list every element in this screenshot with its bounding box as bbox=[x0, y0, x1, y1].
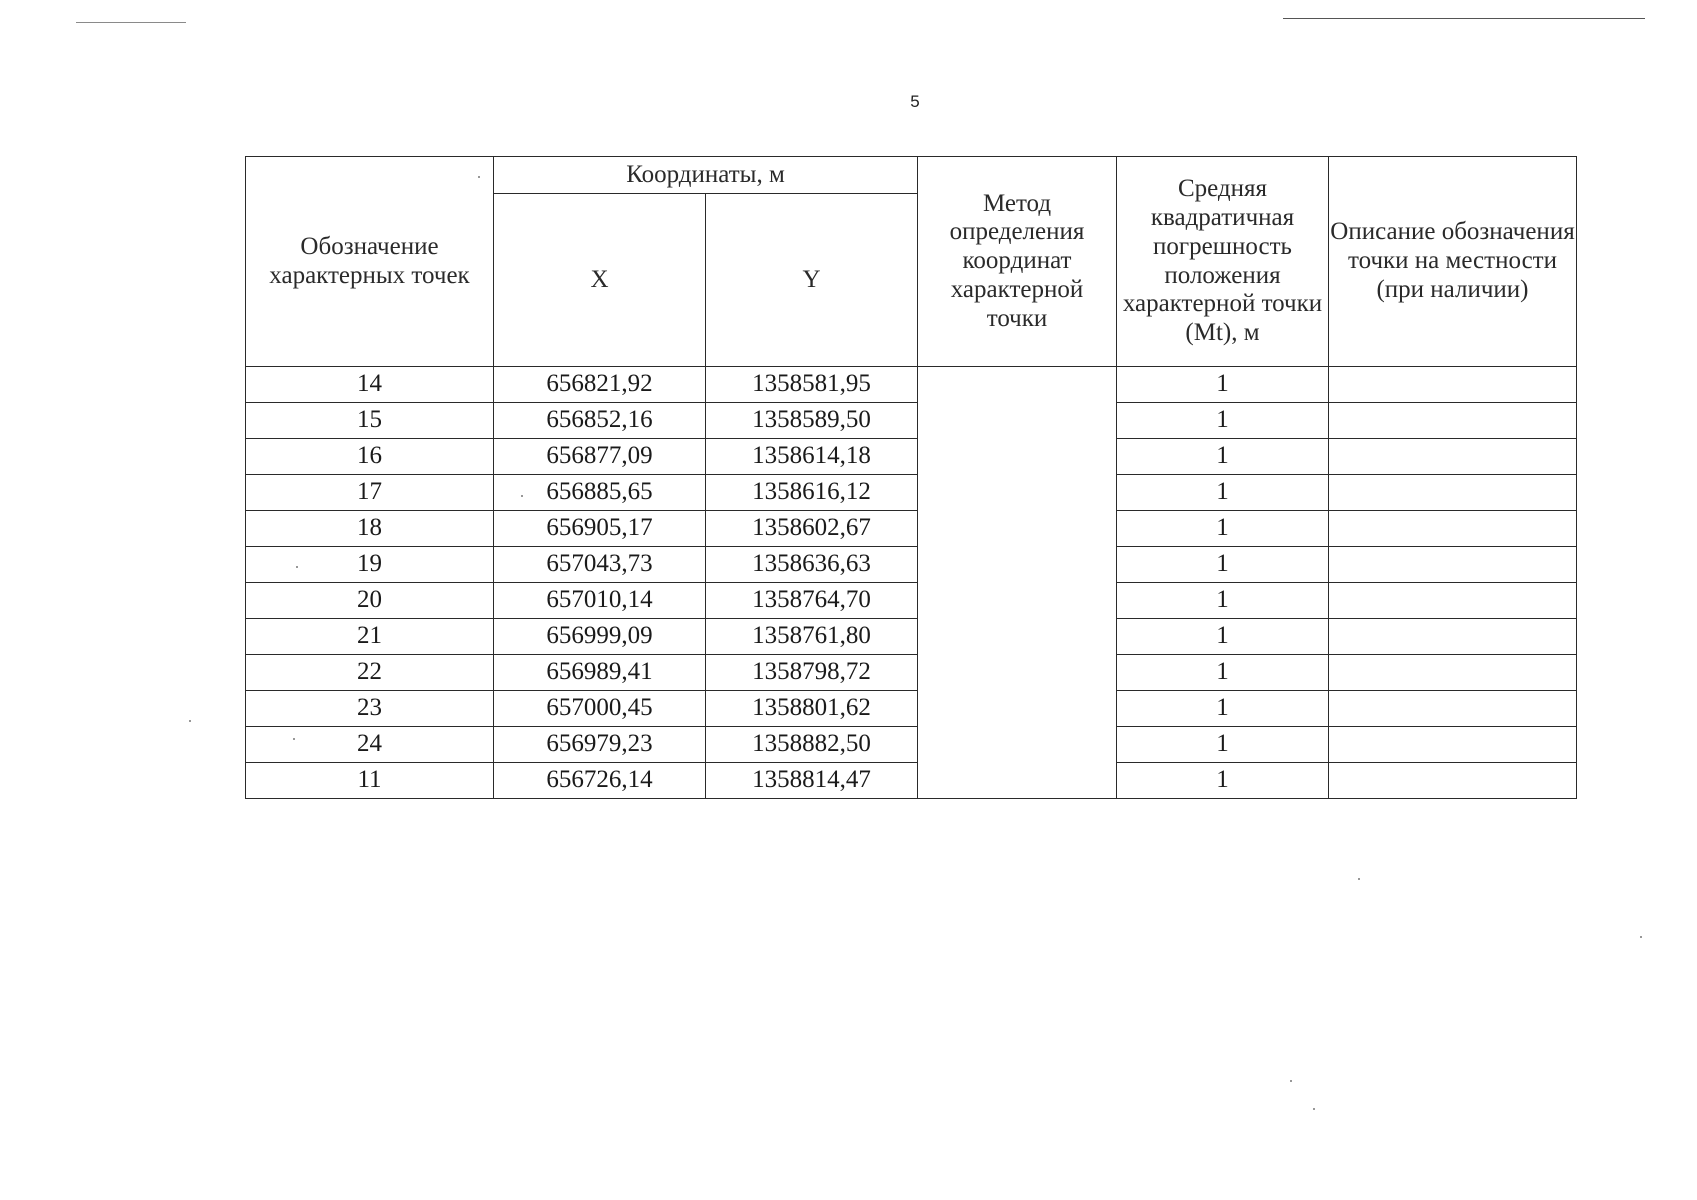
cell-description bbox=[1329, 547, 1577, 583]
cell-description bbox=[1329, 403, 1577, 439]
table-row bbox=[246, 619, 1577, 655]
cell-x: 656821,92 bbox=[494, 367, 706, 403]
cell-description bbox=[1329, 655, 1577, 691]
table-row bbox=[246, 691, 1577, 727]
table-row bbox=[246, 763, 1577, 799]
cell-error: 1 bbox=[1117, 511, 1329, 547]
cell-point: 18 bbox=[246, 511, 494, 547]
page-number: 5 bbox=[910, 92, 920, 111]
cell-error: 1 bbox=[1117, 439, 1329, 475]
table-row bbox=[246, 727, 1577, 763]
cell-error: 1 bbox=[1117, 691, 1329, 727]
cell-y: 1358761,80 bbox=[706, 619, 918, 655]
cell-x: 657010,14 bbox=[494, 583, 706, 619]
cell-error: 1 bbox=[1117, 619, 1329, 655]
cell-error: 1 bbox=[1117, 583, 1329, 619]
cell-description bbox=[1329, 475, 1577, 511]
cell-y: 1358764,70 bbox=[706, 583, 918, 619]
cell-y: 1358589,50 bbox=[706, 403, 918, 439]
scan-edge-line bbox=[76, 22, 186, 23]
scan-edge-line bbox=[1283, 18, 1645, 19]
cell-x: 656979,23 bbox=[494, 727, 706, 763]
cell-error: 1 bbox=[1117, 655, 1329, 691]
characteristic-points-table bbox=[245, 156, 1577, 799]
cell-y: 1358614,18 bbox=[706, 439, 918, 475]
cell-error: 1 bbox=[1117, 763, 1329, 799]
cell-error: 1 bbox=[1117, 403, 1329, 439]
cell-description bbox=[1329, 619, 1577, 655]
cell-y: 1358798,72 bbox=[706, 655, 918, 691]
scan-speck bbox=[1290, 1080, 1292, 1082]
scan-speck bbox=[1313, 1108, 1315, 1110]
cell-error: 1 bbox=[1117, 475, 1329, 511]
cell-description bbox=[1329, 511, 1577, 547]
table-row bbox=[246, 655, 1577, 691]
header-mean-square-error: Средняя квадратичная погрешность положения характерной точки (Mt), м bbox=[1117, 157, 1329, 367]
cell-y: 1358814,47 bbox=[706, 763, 918, 799]
header-method: Метод определения координат характерной точки bbox=[918, 157, 1117, 367]
cell-description bbox=[1329, 727, 1577, 763]
cell-point: 23 bbox=[246, 691, 494, 727]
cell-y: 1358581,95 bbox=[706, 367, 918, 403]
cell-description bbox=[1329, 439, 1577, 475]
cell-error: 1 bbox=[1117, 367, 1329, 403]
cell-description bbox=[1329, 583, 1577, 619]
cell-point: 22 bbox=[246, 655, 494, 691]
cell-x: 656726,14 bbox=[494, 763, 706, 799]
cell-x: 656989,41 bbox=[494, 655, 706, 691]
cell-point: 17 bbox=[246, 475, 494, 511]
cell-x: 656999,09 bbox=[494, 619, 706, 655]
table-row bbox=[246, 439, 1577, 475]
cell-description bbox=[1329, 367, 1577, 403]
cell-point: 24 bbox=[246, 727, 494, 763]
cell-point: 11 bbox=[246, 763, 494, 799]
table-row bbox=[246, 403, 1577, 439]
cell-method bbox=[918, 367, 1117, 799]
scan-speck bbox=[1358, 878, 1360, 880]
cell-x: 656885,65 bbox=[494, 475, 706, 511]
cell-point: 15 bbox=[246, 403, 494, 439]
cell-point: 21 bbox=[246, 619, 494, 655]
cell-point: 20 bbox=[246, 583, 494, 619]
cell-x: 656877,09 bbox=[494, 439, 706, 475]
header-point-designation: Обозначение характерных точек bbox=[246, 157, 494, 367]
header-x: X bbox=[494, 194, 706, 367]
cell-point: 16 bbox=[246, 439, 494, 475]
header-coordinates: Координаты, м bbox=[494, 157, 918, 194]
scan-speck bbox=[189, 720, 191, 722]
cell-y: 1358602,67 bbox=[706, 511, 918, 547]
cell-description bbox=[1329, 691, 1577, 727]
table-row bbox=[246, 367, 1577, 403]
cell-y: 1358882,50 bbox=[706, 727, 918, 763]
cell-error: 1 bbox=[1117, 727, 1329, 763]
cell-point: 14 bbox=[246, 367, 494, 403]
cell-y: 1358801,62 bbox=[706, 691, 918, 727]
cell-point: 19 bbox=[246, 547, 494, 583]
header-y: Y bbox=[706, 194, 918, 367]
cell-y: 1358636,63 bbox=[706, 547, 918, 583]
cell-y: 1358616,12 bbox=[706, 475, 918, 511]
cell-x: 657000,45 bbox=[494, 691, 706, 727]
table-row bbox=[246, 475, 1577, 511]
cell-x: 656852,16 bbox=[494, 403, 706, 439]
cell-x: 656905,17 bbox=[494, 511, 706, 547]
cell-description bbox=[1329, 763, 1577, 799]
header-description: Описание обозначения точки на местности (при наличии) bbox=[1329, 157, 1577, 367]
cell-error: 1 bbox=[1117, 547, 1329, 583]
table-row bbox=[246, 583, 1577, 619]
cell-x: 657043,73 bbox=[494, 547, 706, 583]
table-row bbox=[246, 511, 1577, 547]
table-row bbox=[246, 547, 1577, 583]
scan-speck bbox=[1640, 936, 1642, 938]
